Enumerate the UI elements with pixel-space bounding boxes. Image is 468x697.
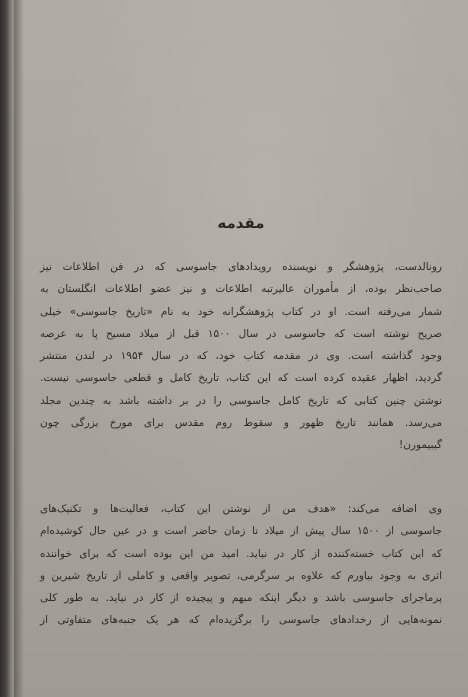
text-line: نوشتن چنین کتابی که تاریخ کامل جاسوسی را در بر داشته باشد به چندین مجلد	[40, 394, 442, 407]
text-line: که این کتاب خسته‌کننده از کار در نیاید. امید من این بوده است که برای خواننده	[40, 547, 442, 560]
text-line: وجود گذاشته است. وی در مقدمه کتاب خود، که در سال ۱۹۵۴ در لندن منتشر	[40, 350, 442, 363]
book-page	[14, 0, 468, 697]
text-line: صریح نوشته است که جاسوسی در سال ۱۵۰۰ قبل از میلاد مسیح پا به عرصه	[40, 327, 442, 340]
text-line: نمونه‌هایی از رخدادهای جاسوسی را برگزیده‌ام که هر یک جنبه‌های متفاوتی از	[40, 614, 442, 627]
text-line: جاسوسی از ۱۵۰۰ سال پیش از میلاد تا زمان حاضر است و در عین حال کوشیده‌ام	[40, 525, 443, 538]
text-line: رونالدست، پژوهشگر و نویسنده رویدادهای جاسوسی که در فن اطلاعات نیز	[40, 261, 442, 273]
paragraph-1	[40, 256, 442, 457]
text-line: صاحب‌نظر بوده، از مأموران عالیرتبه اطلاعات و نیز عضو اطلاعات انگلستان به	[40, 283, 442, 296]
page-gutter-shadow	[14, 0, 24, 697]
text-line: گیبیمورن!	[399, 439, 442, 452]
text-line: اثری به وجود بیاورم که علاوه بر سرگرمی، تصویر واقعی و کاملی از تاریخ شیرین و	[40, 569, 442, 582]
paragraph-2	[40, 498, 442, 632]
text-line: شمار می‌رفته است. او در کتاب پژوهشگرانه خود به نام «تاریخ جاسوسی» خیلی	[40, 305, 442, 318]
text-line: پرماجرای جاسوسی باشد و دیگر اینکه مبهم و پیچیده از کار در نیاید. به طور کلی	[40, 592, 442, 605]
text-line: وی اضافه می‌کند: «هدف من از نوشتن این کتاب، فعالیت‌ها و تکنیک‌های	[40, 503, 442, 515]
chapter-heading: مقدمه	[217, 214, 265, 232]
text-line: می‌رسد. همانند تاریخ ظهور و سقوط روم مقدس برای مورخ بزرگی چون	[40, 417, 442, 430]
text-line: گردید، اظهار عقیده کرده است که این کتاب، تاریخ کامل و قطعی جاسوسی نیست.	[40, 372, 442, 385]
